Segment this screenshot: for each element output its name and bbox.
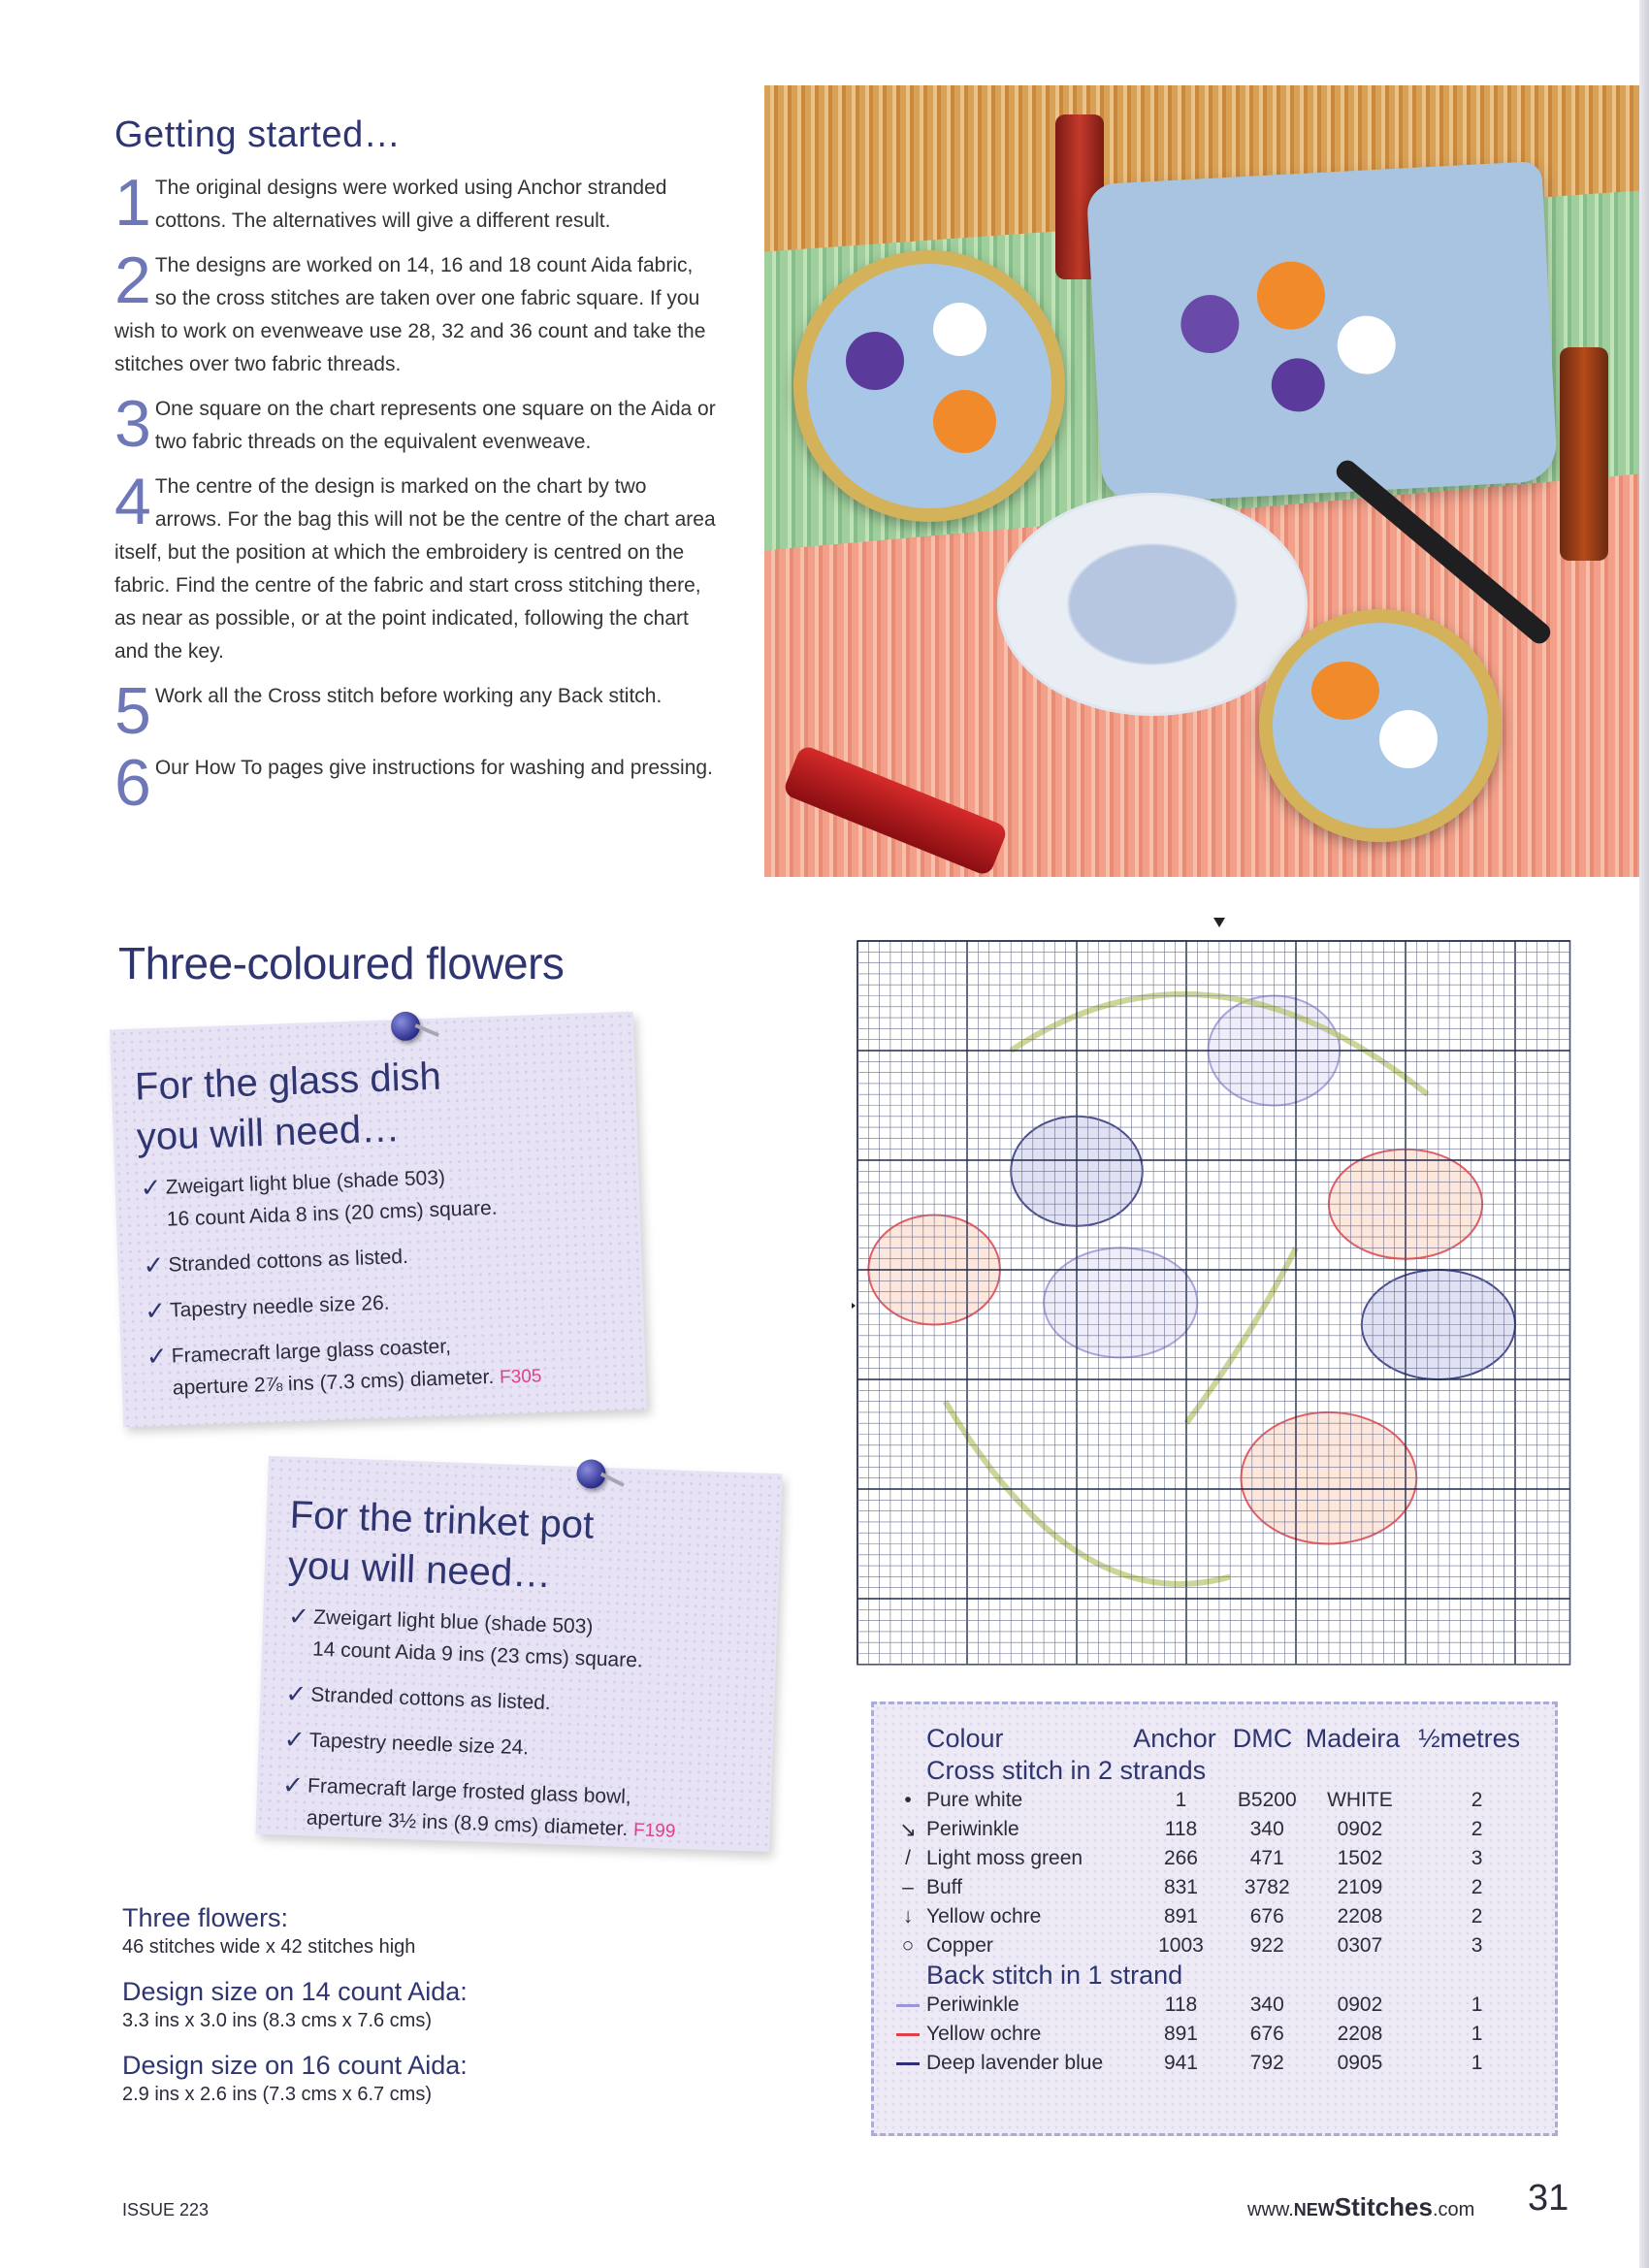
colour-name: Yellow ochre — [926, 2023, 1042, 2045]
anchor-code: 891 — [1163, 2023, 1198, 2045]
trinket-pot — [1259, 609, 1502, 842]
madeira-code: 0902 — [1337, 1993, 1383, 2016]
metres-value: 2 — [1471, 1905, 1483, 1928]
madeira-code: 2208 — [1337, 1905, 1383, 1928]
key-row — [891, 1844, 1537, 1873]
web-prefix: www. — [1247, 2199, 1294, 2220]
item-text: 16 count Aida 8 ins (20 cms) square. — [166, 1196, 498, 1231]
flower-mark — [1270, 357, 1326, 413]
checkmark-icon: ✓ — [142, 1249, 165, 1280]
stitch-symbol: • — [904, 1789, 912, 1811]
colour-name: Deep lavender blue — [926, 2052, 1104, 2074]
dmc-code: B5200 — [1237, 1789, 1297, 1811]
flower-mark — [933, 303, 986, 356]
pushpin-icon — [576, 1459, 606, 1489]
item-text: Framecraft large frosted glass bowl, — [307, 1774, 632, 1809]
chart-grid — [852, 912, 1618, 1669]
flower-mark — [1379, 710, 1438, 768]
note-title-line: For the glass dish — [134, 1054, 442, 1109]
key-row — [891, 1902, 1537, 1931]
step-text: The original designs were worked using Anchor stranded cottons. The alternatives will give a different result. — [154, 177, 667, 232]
item-text: Stranded cottons as listed. — [310, 1683, 552, 1715]
madeira-code: 1502 — [1337, 1847, 1383, 1869]
key-row — [891, 1991, 1537, 2020]
step-4 — [114, 465, 716, 668]
cross-stitch-section — [891, 1756, 1537, 1786]
glass-dish — [997, 493, 1308, 716]
step-number: 3 — [114, 387, 151, 461]
flower-mark — [1336, 314, 1397, 375]
size-text: 2.9 ins x 2.6 ins (7.3 cms x 6.7 cms) — [122, 2084, 432, 2105]
stitch-symbol: ↘ — [899, 1818, 917, 1841]
item-text: aperture 3½ ins (8.9 cms) diameter. — [306, 1806, 629, 1841]
flower-mark — [1180, 294, 1241, 355]
metres-value: 2 — [1471, 1789, 1483, 1811]
note-title-line: For the trinket pot — [289, 1493, 595, 1547]
list-item — [145, 1279, 644, 1328]
anchor-code: 831 — [1163, 1876, 1198, 1898]
step-3 — [114, 387, 716, 461]
key-row — [891, 1786, 1537, 1815]
design-sizes — [122, 1901, 665, 2122]
colour-name: Pure white — [926, 1789, 1023, 1811]
checkmark-icon: ✓ — [281, 1769, 305, 1800]
anchor-code: 118 — [1164, 1818, 1198, 1840]
size-title: Three flowers: — [122, 1903, 289, 1932]
madeira-code: 0307 — [1337, 1934, 1383, 1957]
glass-dish-requirements — [110, 1012, 647, 1428]
requirements-list — [280, 1601, 777, 1851]
product-code: F199 — [632, 1820, 676, 1842]
flower-mark — [846, 332, 904, 390]
dmc-code: 340 — [1249, 1818, 1284, 1840]
web-suffix: .com — [1432, 2199, 1475, 2220]
colour-name: Copper — [926, 1934, 993, 1957]
stitch-symbol: – — [902, 1876, 914, 1898]
colour-header: Colour — [926, 1724, 1004, 1753]
anchor-code: 891 — [1163, 1905, 1198, 1928]
madeira-header: Madeira — [1305, 1724, 1401, 1753]
metres-value: 1 — [1471, 2023, 1483, 2045]
getting-started-section — [114, 114, 716, 824]
pushpin-icon — [391, 1011, 421, 1041]
step-2 — [114, 243, 716, 381]
item-text: Zweigart light blue (shade 503) — [312, 1605, 594, 1638]
item-text: Framecraft large glass coaster, — [171, 1335, 452, 1368]
key-table — [891, 1722, 1537, 2078]
key-row — [891, 2020, 1537, 2049]
dmc-code: 922 — [1249, 1934, 1284, 1957]
centre-arrow-icon — [1213, 918, 1225, 927]
anchor-header: Anchor — [1133, 1724, 1216, 1753]
page-number: 31 — [1528, 2178, 1569, 2219]
list-item — [286, 1601, 777, 1682]
anchor-code: 1 — [1175, 1789, 1187, 1811]
size-text: 3.3 ins x 3.0 ins (8.3 cms x 7.6 cms) — [122, 2010, 432, 2031]
section-label: Cross stitch in 2 strands — [926, 1756, 1207, 1785]
list-item — [283, 1724, 773, 1773]
checkmark-icon: ✓ — [287, 1601, 310, 1632]
product-code: F305 — [499, 1366, 542, 1388]
checkmark-icon: ✓ — [144, 1295, 167, 1326]
metres-value: 1 — [1471, 1993, 1483, 2016]
dmc-code: 3782 — [1244, 1876, 1290, 1898]
stitch-symbol: ○ — [901, 1934, 915, 1957]
checkmark-icon: ✓ — [283, 1724, 307, 1755]
flower-mark — [933, 390, 996, 453]
dmc-code: 792 — [1249, 2052, 1284, 2074]
step-number: 2 — [114, 243, 151, 317]
madeira-code: 2208 — [1337, 2023, 1383, 2045]
metres-value: 2 — [1471, 1876, 1483, 1898]
size-title: Design size on 16 count Aida: — [122, 2051, 468, 2080]
item-text: 14 count Aida 9 ins (23 cms) square. — [311, 1637, 644, 1672]
trinket-pot-requirements — [255, 1456, 782, 1852]
page-edge — [1639, 0, 1649, 2268]
flower-mark — [1311, 662, 1379, 720]
madeira-code: 0902 — [1337, 1818, 1383, 1840]
embroidered-bag — [1086, 161, 1559, 504]
metres-header: ½metres — [1418, 1724, 1521, 1753]
section-label: Back stitch in 1 strand — [926, 1960, 1183, 1990]
step-6 — [114, 746, 716, 820]
step-text: One square on the chart represents one square on the Aida or two fabric threads on the equivalent evenweave. — [154, 398, 716, 453]
issue-number: ISSUE 223 — [122, 2200, 210, 2219]
note-title — [287, 1490, 781, 1608]
colour-name: Buff — [926, 1876, 962, 1898]
colour-name: Periwinkle — [926, 1993, 1019, 2016]
thread-key — [871, 1701, 1558, 2136]
metres-value: 3 — [1471, 1934, 1483, 1957]
madeira-code: 0905 — [1337, 2052, 1383, 2074]
anchor-code: 941 — [1163, 2052, 1198, 2074]
checkmark-icon: ✓ — [146, 1341, 169, 1372]
metres-value: 3 — [1471, 1847, 1483, 1869]
step-5 — [114, 674, 716, 748]
stitch-symbol: / — [905, 1847, 911, 1869]
step-text: The designs are worked on 14, 16 and 18 count Aida fabric, so the cross stitches are taken over one fabric square. If you wish to work on evenweave use 28, 32 and 36 count and take the stitches over two fabric threads. — [114, 254, 706, 375]
step-text: Our How To pages give instructions for washing and pressing. — [154, 757, 713, 779]
backstitch-line-icon — [896, 2033, 920, 2036]
size-text: 46 stitches wide x 42 stitches high — [122, 1936, 416, 1958]
colour-name: Yellow ochre — [926, 1905, 1042, 1928]
checkmark-icon: ✓ — [140, 1172, 163, 1203]
colour-name: Periwinkle — [926, 1818, 1019, 1840]
note-title-line: you will need… — [287, 1543, 552, 1597]
dmc-header: DMC — [1232, 1724, 1293, 1753]
item-text: Tapestry needle size 24. — [308, 1729, 530, 1760]
step-number: 1 — [114, 166, 151, 240]
nail-polish-bottle — [1560, 347, 1608, 561]
madeira-code: WHITE — [1327, 1789, 1393, 1811]
step-number: 5 — [114, 674, 151, 748]
key-row — [891, 1873, 1537, 1902]
symbol-header — [891, 1722, 924, 1756]
dmc-code: 340 — [1249, 1993, 1284, 2016]
item-text: Stranded cottons as listed. — [168, 1245, 409, 1277]
embroidered-coaster — [793, 250, 1065, 522]
project-photo — [764, 85, 1639, 877]
website-link[interactable] — [1247, 2192, 1474, 2222]
checkmark-icon: ✓ — [284, 1678, 307, 1709]
size-title: Design size on 14 count Aida: — [122, 1977, 468, 2006]
back-stitch-section — [891, 1960, 1537, 1991]
step-text: Work all the Cross stitch before working any Back stitch. — [154, 685, 663, 707]
anchor-code: 1003 — [1158, 1934, 1204, 1957]
colour-name: Light moss green — [926, 1847, 1083, 1869]
list-item — [285, 1678, 775, 1728]
dmc-code: 676 — [1249, 1905, 1284, 1928]
metres-value: 2 — [1471, 1818, 1483, 1840]
requirements-list — [140, 1155, 646, 1407]
web-new: NEW — [1293, 2200, 1335, 2219]
list-item — [140, 1155, 640, 1237]
key-row — [891, 1931, 1537, 1960]
step-number: 6 — [114, 746, 151, 820]
stitch-symbol: ↓ — [902, 1905, 914, 1928]
cross-stitch-chart — [852, 912, 1618, 1669]
item-text: Tapestry needle size 26. — [169, 1291, 390, 1322]
madeira-code: 2109 — [1337, 1876, 1383, 1898]
centre-arrow-icon — [852, 1300, 856, 1312]
note-title — [134, 1045, 637, 1163]
anchor-code: 118 — [1164, 1993, 1198, 2016]
dmc-code: 676 — [1249, 2023, 1284, 2045]
step-1 — [114, 166, 716, 240]
getting-started-title: Getting started… — [114, 114, 402, 155]
step-text: The centre of the design is marked on the chart by two arrows. For the bag this will not be the centre of the chart area itself, but the position at which the embroidery is centred on the fabric. Find the centre of the fabric and start cross stitching there, as near as possible, or at the point indicated, following the chart and the key. — [114, 475, 716, 663]
item-text: aperture 2⅞ ins (7.3 cms) diameter. — [172, 1365, 495, 1400]
key-header-row — [891, 1722, 1537, 1756]
section-title: Three-coloured flowers — [118, 938, 565, 988]
key-row — [891, 1815, 1537, 1844]
backstitch-line-icon — [896, 2004, 920, 2007]
anchor-code: 266 — [1163, 1847, 1198, 1869]
flower-mark — [1255, 260, 1327, 332]
backstitch-line-icon — [896, 2062, 920, 2065]
list-item — [146, 1324, 646, 1407]
note-title-line: you will need… — [136, 1107, 401, 1159]
list-item — [143, 1233, 642, 1282]
metres-value: 1 — [1471, 2052, 1483, 2074]
item-text: Zweigart light blue (shade 503) — [165, 1166, 446, 1199]
step-number: 4 — [114, 465, 151, 538]
key-row — [891, 2049, 1537, 2078]
web-brand: Stitches — [1334, 2192, 1433, 2221]
list-item — [280, 1769, 771, 1852]
dmc-code: 471 — [1249, 1847, 1284, 1869]
